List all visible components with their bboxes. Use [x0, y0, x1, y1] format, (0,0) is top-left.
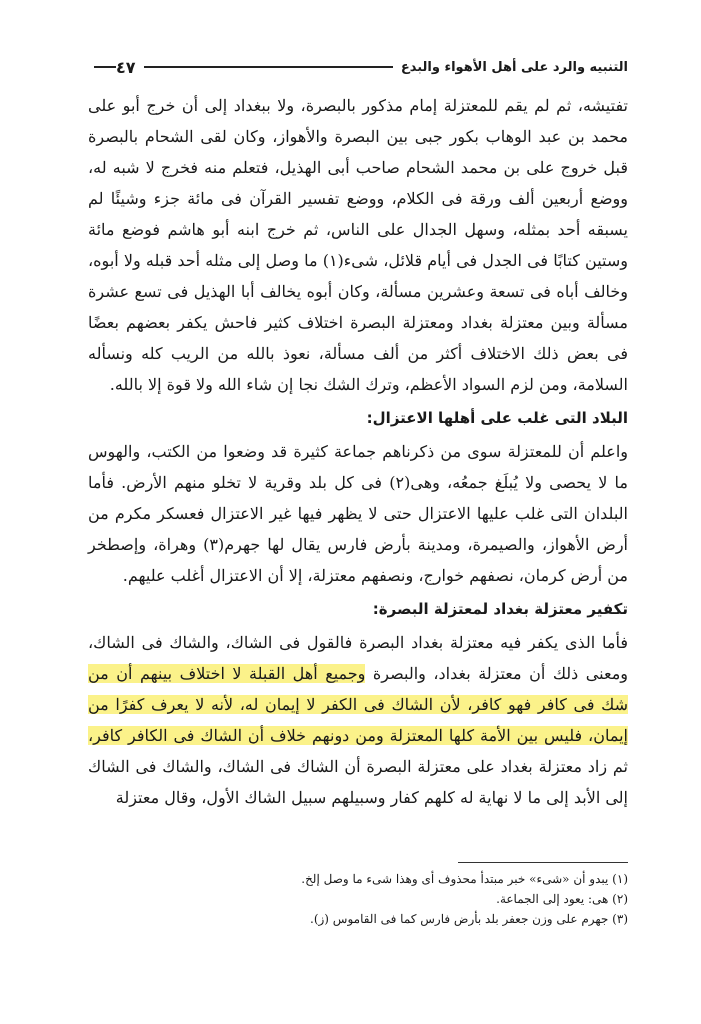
header-title: التنبيه والرد على أهل الأهواء والبدع: [400, 59, 628, 75]
paragraph-3-end: ثم زاد معتزلة بغداد على معتزلة البصرة أن الشاك فى الشاك، والشاك فى الشاك إلى الأبد إلى ما لا نهاية له كلهم كفار وسبيلهم سبيل الشاك الأول، وقال معتزلة: [88, 757, 629, 807]
footnote-rule: [458, 862, 628, 863]
footnote-3: (٣) جهرم على وزن جعفر بلد بأرض فارس كما فى القاموس (ز).: [310, 912, 628, 926]
paragraph-2: واعلم أن للمعتزلة سوى من ذكرناهم جماعة كثيرة قد وضعوا من الكتب، والهوس ما لا يحصى ولا يُبلَغ جمعُه، وهى(٢) فى كل بلد وقرية لا تخلو منهم الأرض. فأما البلدان التى غلب عليها الاعتزال حتى لا يظهر فيها غير الاعتزال فعسكر مكرم من أرض الأهواز، والصيمرة، ومدينة بأرض فارس يقال لها جهرم(٣) وهراة، وإصطخر من أرض كرمان، نصفهم خوارج، ونصفهم معتزلة، إلا أن الاعتزال أغلب عليهم.: [88, 442, 629, 585]
footnote-1: (١) يبدو أن «شىء» خبر مبتدأ محذوف أى وهذا شىء ما وصل إلخ.: [301, 872, 628, 886]
header-rule: [144, 66, 393, 68]
paragraph-1: تفتيشه، ثم لم يقم للمعتزلة إمام مذكور بالبصرة، ولا ببغداد إلى أن خرج أبو على محمد بن عبد الوهاب بكور جبى بين البصرة والأهواز، وكان لقى الشحام بالبصرة قبل خروج على بن محمد الشحام صاحب أبى الهذيل، فتعلم منه فخرج لا شبه له، ووضع أربعين ألف ورقة فى الكلام، ووضع تفسير القرآن فى مائة جزء وشيئًا لم يسبقه أحد بمثله، وسهل الجدال على الناس، ثم خرج ابنه أبو هاشم فوضع مائة وستين كتابًا فى الجدل فى أيام قلائل، شىء(١) ما وصل إلى مثله أحد قبله ولا أبوه، وخالف أباه فى تسعة وعشرين مسألة، وكان أبوه يخالف أبا الهذيل فى تسع عشرة مسألة وبين معتزلة بغداد ومعتزلة البصرة اختلاف كثير فاحش يكفر بعضهم بعضًا فى بعض ذلك الاختلاف أكثر من ألف مسألة، نعوذ بالله من الريب كله ونسأله السلامة، ومن لزم السواد الأعظم، وترك الشك نجا إن شاء الله ولا قوة إلا بالله.: [88, 96, 629, 394]
page-number: ٤٧: [116, 57, 136, 77]
page-body: [88, 90, 628, 813]
section-heading-1: البلاد التى غلب على أهلها الاعتزال:: [366, 409, 628, 427]
header-dash: [94, 66, 116, 68]
running-header: [88, 50, 628, 84]
footnote-2: (٢) هى: يعود إلى الجماعة.: [496, 892, 628, 906]
section-heading-2: تكفير معتزلة بغداد لمعتزلة البصرة:: [372, 600, 628, 618]
highlighted-passage: وجميع أهل القبلة لا اختلاف بينهم أن من شك فى كافر فهو كافر، لأن الشاك فى الكفر لا إيمان له، لأنه لا يعرف كفرًا من إيمان، فليس بين الأمة كلها المعتزلة ومن دونهم خلاف أن الشاك فى الكافر كافر،: [88, 664, 628, 745]
paragraph-3: [88, 627, 628, 813]
paragraph-3-start: فأما الذى يكفر فيه معتزلة بغداد البصرة فالقول فى الشاك، والشاك فى الشاك، ومعنى ذلك أن معتزلة بغداد، والبصرة: [88, 633, 628, 683]
footnotes: [88, 862, 628, 929]
